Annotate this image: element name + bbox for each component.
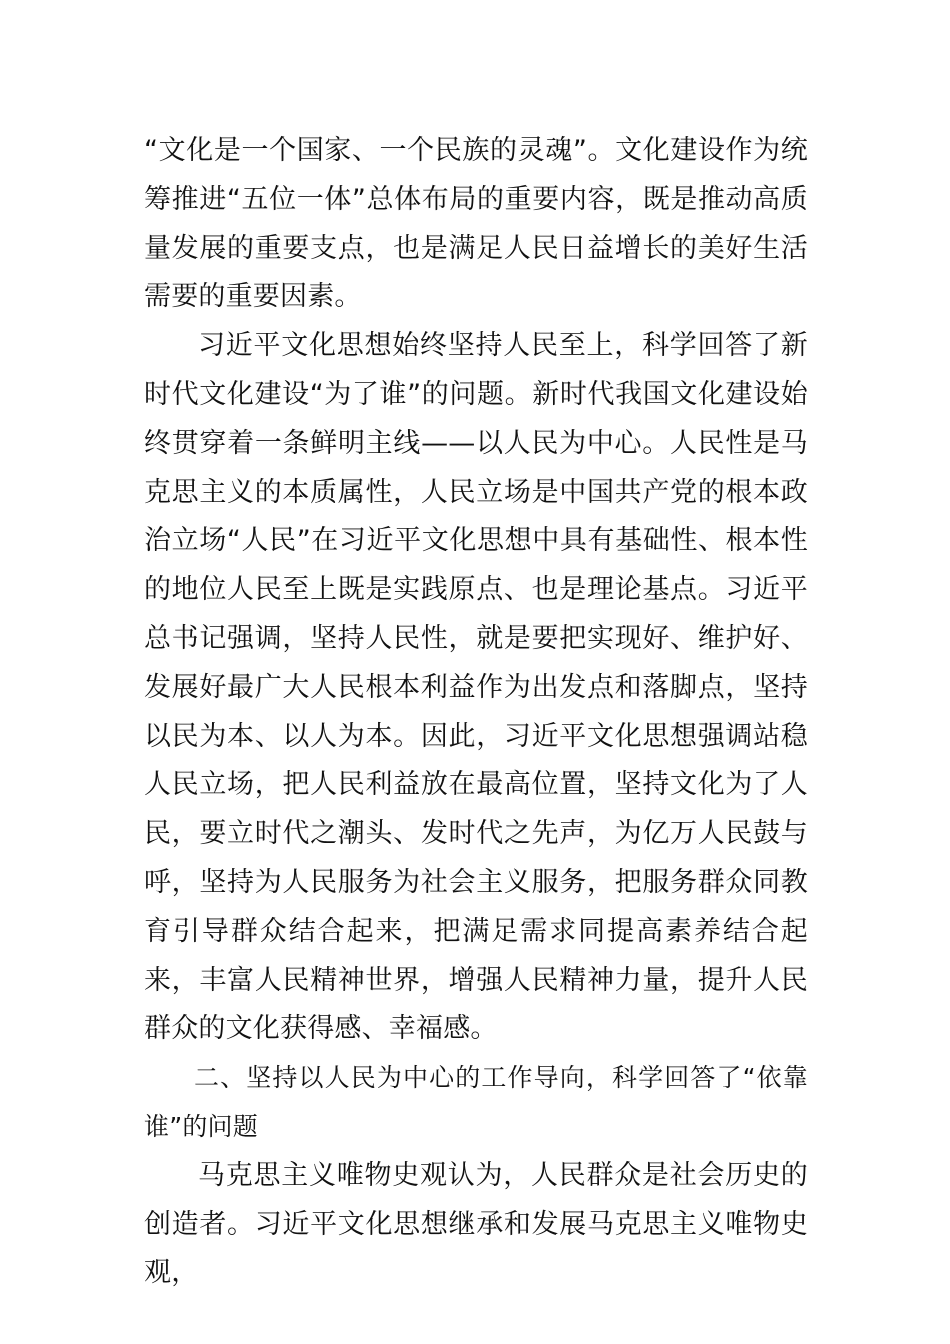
document-body	[144, 127, 808, 1298]
paragraph-people-first: 习近平文化思想始终坚持人民至上，科学回答了新时代文化建设“为了谁”的问题。新时代我国文化建设始终贯穿着一条鲜明主线——以人民为中心。人民性是马克思主义的本质属性，人民立场是中国共产党的根本政治立场“人民”在习近平文化思想中具有基础性、根本性的地位人民至上既是实践原点、也是理论基点。习近平总书记强调，坚持人民性，就是要把实现好、维护好、发展好最广大人民根本利益作为出发点和落脚点，坚持以民为本、以人为本。因此，习近平文化思想强调站稳人民立场，把人民利益放在最高位置，坚持文化为了人民，要立时代之潮头、发时代之先声，为亿万人民鼓与呼，坚持为人民服务为社会主义服务，把服务群众同教育引导群众结合起来，把满足需求同提高素养结合起来，丰富人民精神世界，增强人民精神力量，提升人民群众的文化获得感、幸福感。	[144, 330, 808, 1045]
paragraph-opening: “文化是一个国家、一个民族的灵魂”。文化建设作为统筹推进“五位一体”总体布局的重要内容，既是推动高质量发展的重要支点，也是满足人民日益增长的美好生活需要的重要因素。	[144, 135, 808, 313]
section-heading-2: 二、坚持以人民为中心的工作导向，科学回答了“依靠谁”的问题	[144, 1063, 808, 1141]
paragraph-historical-materialism: 马克思主义唯物史观认为，人民群众是社会历史的创造者。习近平文化思想继承和发展马克思主义唯物史观，	[144, 1159, 808, 1289]
